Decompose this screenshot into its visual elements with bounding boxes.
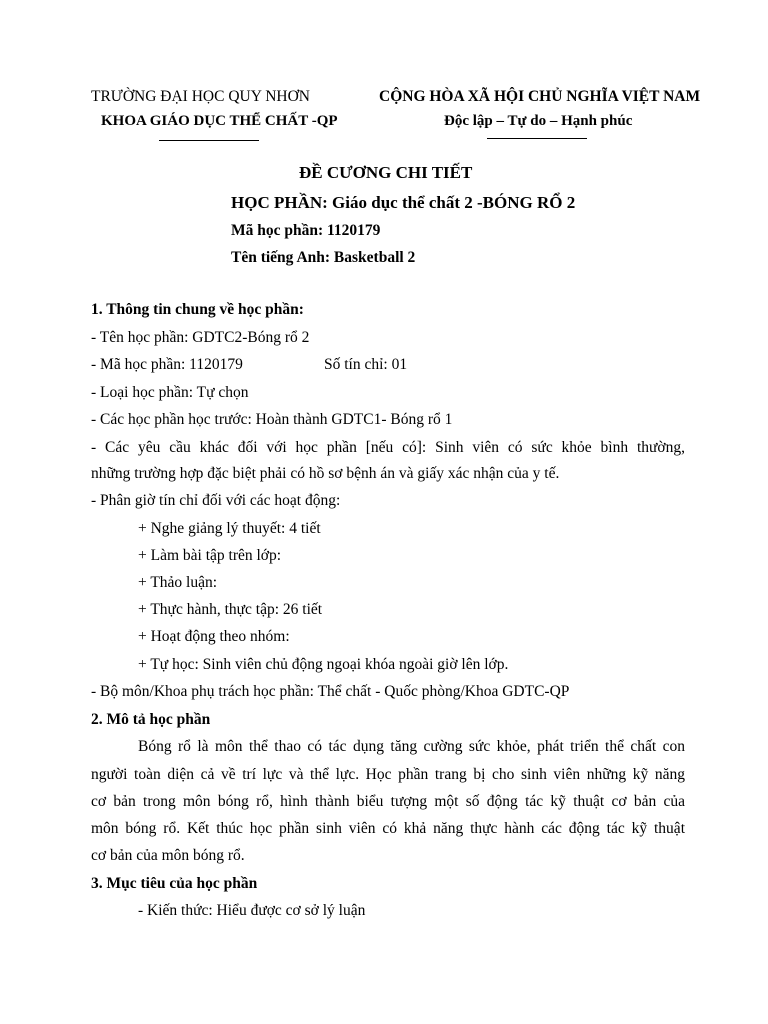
course-type-line: - Loại học phần: Tự chọn <box>91 384 249 401</box>
description-line: môn bóng rổ. Kết thúc học phần sinh viên có khả năng thực hành các động tác kỹ thuật <box>91 820 685 837</box>
hours-item: + Tự học: Sinh viên chủ động ngoại khóa ngoài giờ lên lớp. <box>138 656 509 673</box>
header-right-underline <box>487 138 587 139</box>
section-3-heading: 3. Mục tiêu của học phần <box>91 875 258 892</box>
hours-item: + Làm bài tập trên lớp: <box>138 547 282 564</box>
course-name-line: - Tên học phần: GDTC2-Bóng rổ 2 <box>91 329 310 346</box>
course-code-line: - Mã học phần: 1120179 <box>91 356 243 373</box>
country-name: CỘNG HÒA XÃ HỘI CHỦ NGHĨA VIỆT NAM <box>379 88 701 105</box>
english-name: Tên tiếng Anh: Basketball 2 <box>231 249 416 266</box>
hours-item: + Thực hành, thực tập: 26 tiết <box>138 601 323 618</box>
description-line: cơ bản của môn bóng rổ. <box>91 847 245 864</box>
national-motto: Độc lập – Tự do – Hạnh phúc <box>444 113 633 129</box>
description-line: Bóng rổ là môn thể thao có tác dụng tăng cường sức khỏe, phát triển thể chất con <box>138 738 685 755</box>
requirements-line-1: - Các yêu cầu khác đối với học phần [nếu có]: Sinh viên có sức khỏe bình thường, <box>91 439 685 456</box>
description-line: người toàn diện cả về trí lực và thể lực. Học phần trang bị cho sinh viên những kỹ năng <box>91 766 685 783</box>
course-title: HỌC PHẦN: Giáo dục thể chất 2 -BÓNG RỔ 2 <box>231 193 576 212</box>
credits-line: Số tín chỉ: 01 <box>324 356 408 373</box>
prerequisite-line: - Các học phần học trước: Hoàn thành GDTC1- Bóng rổ 1 <box>91 411 453 428</box>
header-left-underline <box>159 140 259 141</box>
university-name: TRƯỜNG ĐẠI HỌC QUY NHƠN <box>91 88 310 105</box>
department-line: - Bộ môn/Khoa phụ trách học phần: Thể chất - Quốc phòng/Khoa GDTC-QP <box>91 683 570 700</box>
hours-item: + Hoạt động theo nhóm: <box>138 628 290 645</box>
course-code: Mã học phần: 1120179 <box>231 222 381 239</box>
description-line: cơ bản trong môn bóng rổ, hình thành biểu tượng một số động tác kỹ thuật cơ bản của <box>91 793 685 810</box>
knowledge-objective: - Kiến thức: Hiểu được cơ sở lý luận <box>138 902 366 919</box>
section-2-heading: 2. Mô tả học phần <box>91 711 211 728</box>
faculty-name: KHOA GIÁO DỤC THỂ CHẤT -QP <box>101 113 338 129</box>
section-1-heading: 1. Thông tin chung về học phần: <box>91 301 304 318</box>
hours-item: + Nghe giảng lý thuyết: 4 tiết <box>138 520 321 537</box>
requirements-line-2: những trường hợp đặc biệt phải có hồ sơ bệnh án và giấy xác nhận của y tế. <box>91 465 560 482</box>
hours-item: + Thảo luận: <box>138 574 218 591</box>
document-title: ĐỀ CƯƠNG CHI TIẾT <box>299 163 473 182</box>
hours-heading: - Phân giờ tín chỉ đối với các hoạt động: <box>91 492 341 509</box>
